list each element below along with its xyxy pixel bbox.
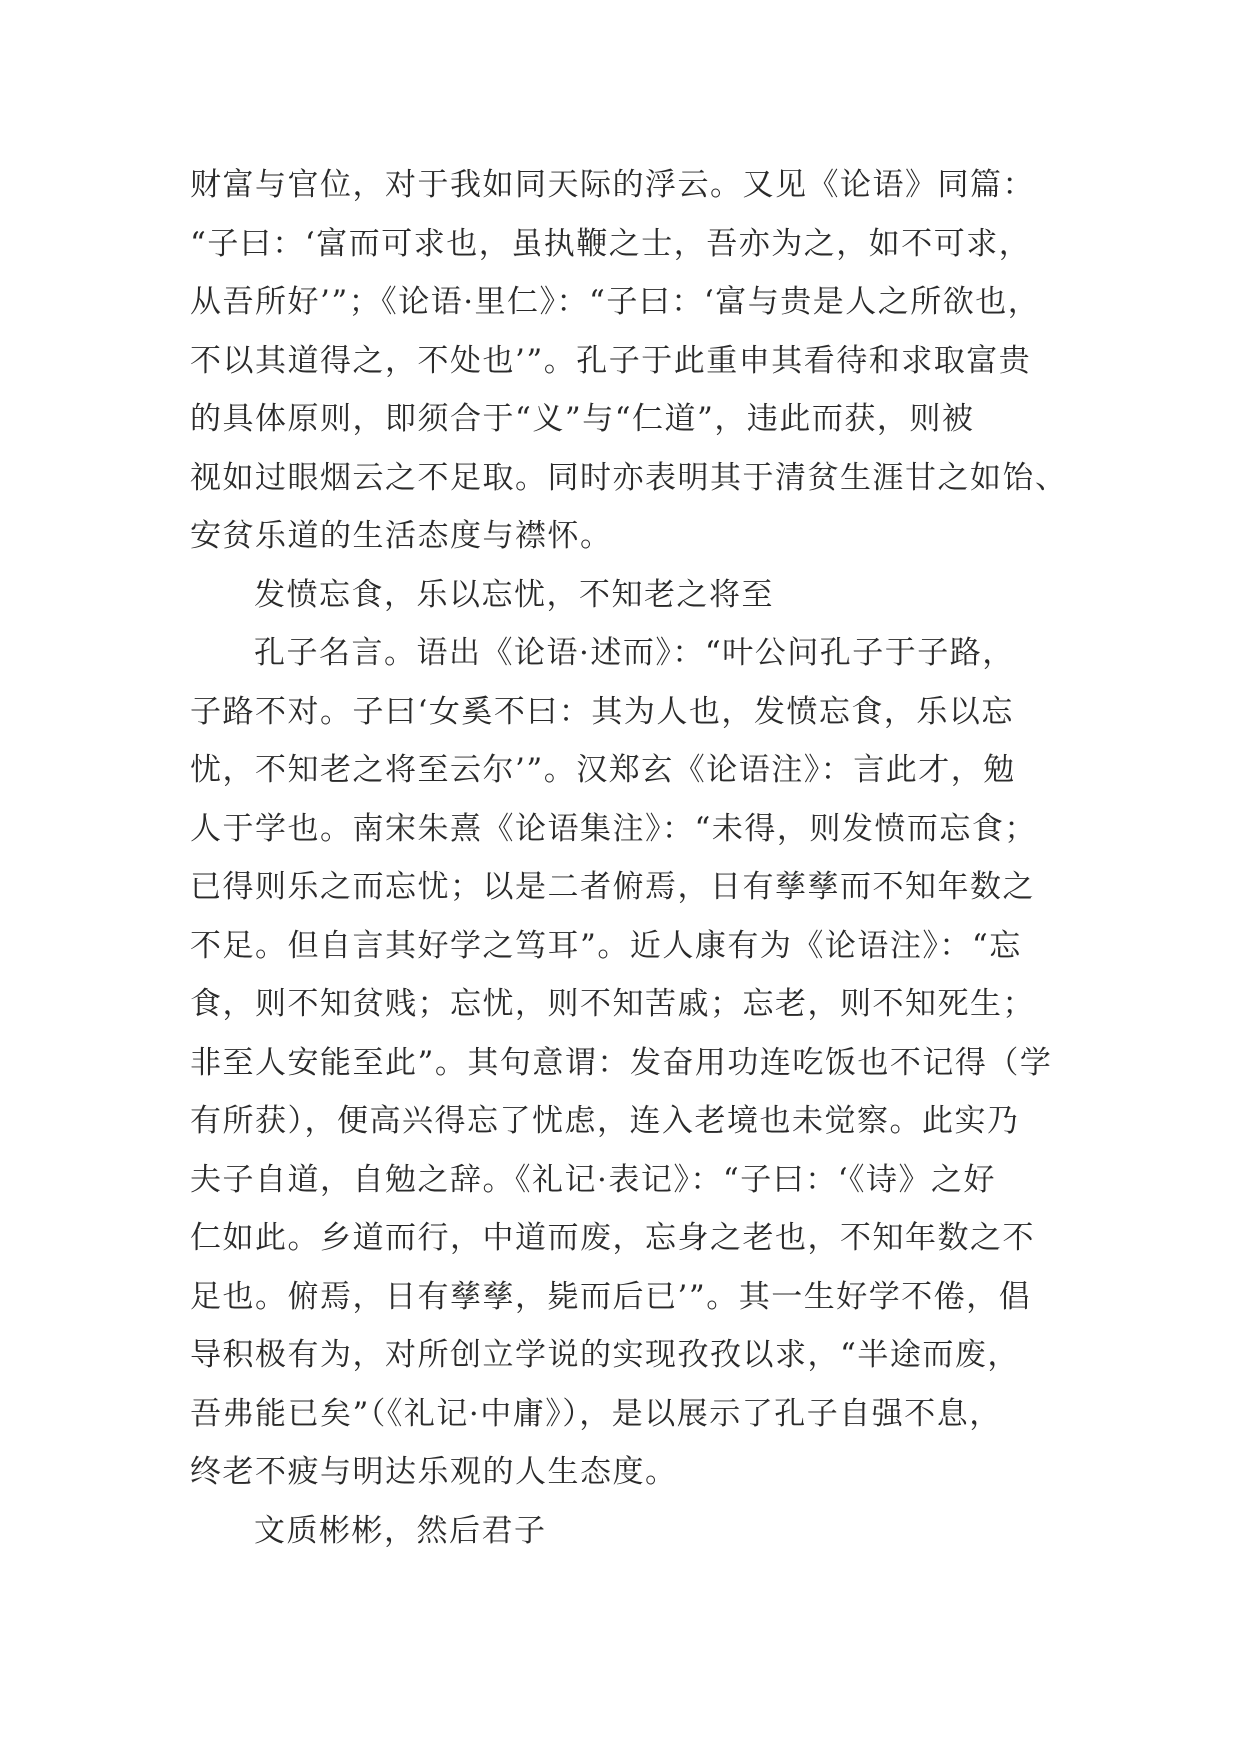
body-text: [190, 156, 1090, 1560]
text-line: 文质彬彬，然后君子: [254, 1512, 547, 1549]
text-line: 发愤忘食，乐以忘忧，不知老之将至: [254, 576, 774, 613]
text-line: 忧，不知老之将至云尔’”。汉郑玄《论语注》：言此才，勉: [190, 752, 1016, 788]
text-line: 不以其道得之，不处也’”。孔子于此重申其看待和求取富贵: [190, 342, 1032, 379]
text-line: 财富与官位，对于我如同天际的浮云。又见《论语》同篇：: [190, 167, 1035, 203]
text-line: 的具体原则，即须合于“义”与“仁道”，违此而获，则被: [190, 401, 975, 437]
text-line: 孔子名言。语出《论语·述而》：“叶公问孔子于子路，: [254, 635, 1015, 671]
text-line: 不足。但自言其好学之笃耳”。近人康有为《论语注》：“忘: [190, 927, 1022, 964]
text-line: 人于学也。南宋朱熹《论语集注》：“未得，则发愤而忘食；: [190, 810, 1037, 847]
text-line: 视如过眼烟云之不足取。同时亦表明其于清贫生涯甘之如饴、: [190, 459, 1068, 496]
text-line: 有所获），便高兴得忘了忧虑，连入老境也未觉察。此实乃: [190, 1103, 1020, 1139]
text-line: 导积极有为，对所创立学说的实现孜孜以求，“半途而废，: [190, 1337, 1020, 1373]
text-line: 安贫乐道的生活态度与襟怀。: [190, 518, 613, 554]
text-line: 夫子自道，自勉之辞。《礼记·表记》：“子曰：‘《诗》之好: [190, 1161, 997, 1198]
text-line: 子路不对。子曰‘女奚不曰：其为人也，发愤忘食，乐以忘: [190, 693, 1014, 730]
text-line: 仁如此。乡道而行，中道而废，忘身之老也，不知年数之不: [190, 1220, 1035, 1256]
text-line: 已得则乐之而忘忧；以是二者俯焉，日有孳孳而不知年数之: [190, 869, 1035, 905]
text-line: 食，则不知贫贱；忘忧，则不知苦戚；忘老，则不知死生；: [190, 986, 1035, 1022]
text-line: 终老不疲与明达乐观的人生态度。: [190, 1454, 678, 1490]
text-line: 非至人安能至此”。其句意谓：发奋用功连吃饭也不记得（学: [190, 1044, 1053, 1081]
text-line: 从吾所好’”；《论语·里仁》：“子曰：‘富与贵是人之所欲也，: [190, 284, 1041, 320]
text-line: 足也。俯焉，日有孳孳，毙而后已’”。其一生好学不倦，倡: [190, 1278, 1032, 1315]
text-line: 吾弗能已矣”（《礼记·中庸》），是以展示了孔子自强不息，: [190, 1395, 1002, 1432]
text-line: “子曰：‘富而可求也，虽执鞭之士，吾亦为之，如不可求，: [190, 225, 1032, 262]
